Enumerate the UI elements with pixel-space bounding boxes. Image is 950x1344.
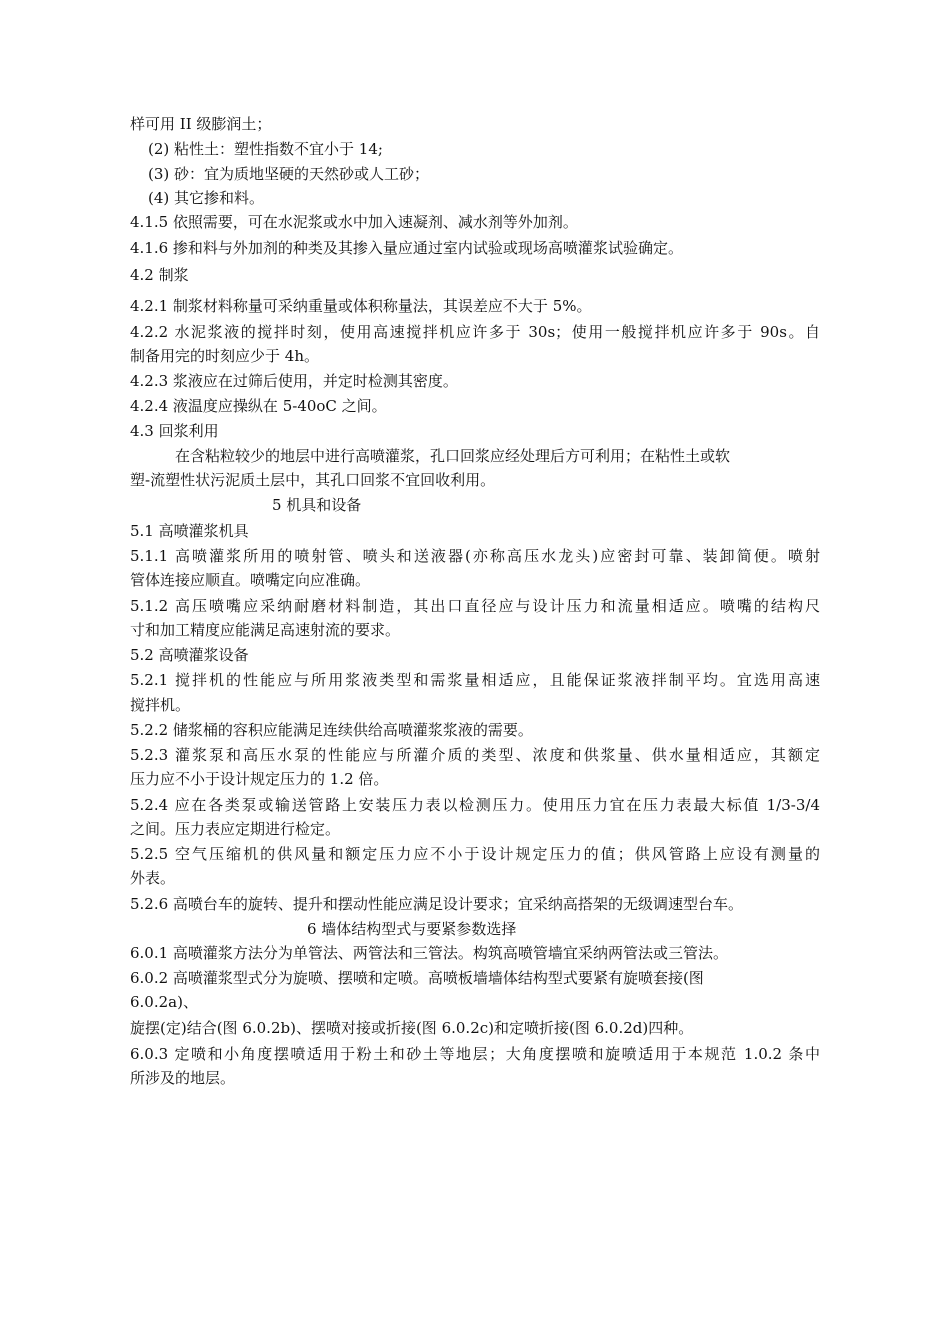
text-line: 寸和加工精度应能满足高速射流的要求。: [130, 621, 401, 639]
clause-4-2-1: 4.2.1 制浆材料称量可采纳重量或体积称量法，其误差应不大于 5%。: [130, 297, 592, 315]
list-item: (2) 粘性土：塑性指数不宜小于 14;: [148, 140, 383, 158]
text-line: 搅拌机。: [130, 696, 191, 714]
clause-5-1-2: 5.1.2 高压喷嘴应采纳耐磨材料制造，其出口直径应与设计压力和流量相适应。喷嘴的结构尺: [130, 597, 820, 615]
clause-6-0-3: 6.0.3 定喷和小角度摆喷适用于粉土和砂土等地层；大角度摆喷和旋喷适用于本规范 1.0.2 条中: [130, 1045, 820, 1063]
list-item: (3) 砂：宜为质地坚硬的天然砂或人工砂；: [148, 165, 430, 183]
chapter-heading: 6 墙体结构型式与要紧参数选择: [307, 920, 517, 938]
clause-4-1-6: 4.1.6 掺和料与外加剂的种类及其掺入量应通过室内试验或现场高喷灌浆试验确定。: [130, 239, 683, 257]
section-heading: 5.2 高喷灌浆设备: [130, 646, 249, 664]
clause-6-0-2: 6.0.2 高喷灌浆型式分为旋喷、摆喷和定喷。高喷板墙墙体结构型式要紧有旋喷套接(图: [130, 969, 704, 987]
paragraph-line: 塑-流塑性状污泥质土层中，其孔口回浆不宜回收利用。: [130, 471, 496, 489]
paragraph-line: 在含粘粒较少的地层中进行高喷灌浆，孔口回浆应经处理后方可利用；在粘性土或软: [175, 447, 731, 465]
text-line: 之间。压力表应定期进行检定。: [130, 820, 341, 838]
clause-6-0-1: 6.0.1 高喷灌浆方法分为单管法、两管法和三管法。构筑高喷管墙宜采纳两管法或三管法。: [130, 944, 728, 962]
clause-4-2-3: 4.2.3 浆液应在过筛后使用，并定时检测其密度。: [130, 372, 458, 390]
section-heading: 4.2 制浆: [130, 266, 189, 284]
list-item: (4) 其它掺和料。: [148, 189, 265, 207]
clause-5-2-1: 5.2.1 搅拌机的性能应与所用浆液类型和需浆量相适应，且能保证浆液拌制平均。宜选用高速: [130, 671, 820, 689]
text-line: 所涉及的地层。: [130, 1069, 236, 1087]
clause-5-2-6: 5.2.6 高喷台车的旋转、提升和摆动性能应满足设计要求；宜采纳高搭架的无级调速型台车。: [130, 895, 743, 913]
section-heading: 4.3 回浆利用: [130, 422, 219, 440]
clause-5-2-5: 5.2.5 空气压缩机的供风量和额定压力应不小于设计规定压力的值；供风管路上应设有测量的: [130, 845, 820, 863]
text-line: 6.0.2a)、: [130, 993, 198, 1011]
section-heading: 5.1 高喷灌浆机具: [130, 522, 249, 540]
text-line: 外表。: [130, 869, 176, 887]
chapter-heading: 5 机具和设备: [272, 496, 362, 514]
clause-5-2-4: 5.2.4 应在各类泵或输送管路上安装压力表以检测压力。使用压力宜在压力表最大标值 1/3-3/4: [130, 796, 820, 814]
clause-5-2-3: 5.2.3 灌浆泵和高压水泵的性能应与所灌介质的类型、浓度和供浆量、供水量相适应，其额定: [130, 746, 820, 764]
clause-4-2-2: 4.2.2 水泥浆液的搅拌时刻，使用高速搅拌机应许多于 30s；使用一般搅拌机应许多于 90s。自: [130, 323, 820, 341]
text-line: 管体连接应顺直。喷嘴定向应准确。: [130, 571, 371, 589]
text-line: 制备用完的时刻应少于 4h。: [130, 347, 319, 365]
clause-5-2-2: 5.2.2 储浆桶的容积应能满足连续供给高喷灌浆浆液的需要。: [130, 721, 533, 739]
text-line: 样可用 II 级膨润土；: [130, 115, 272, 133]
clause-5-1-1: 5.1.1 高喷灌浆所用的喷射管、喷头和送液器(亦称高压水龙头)应密封可靠、装卸简便。喷射: [130, 547, 820, 565]
text-line: 旋摆(定)结合(图 6.0.2b)、摆喷对接或折接(图 6.0.2c)和定喷折接(图 6.0.2d)四种。: [130, 1019, 694, 1037]
clause-4-1-5: 4.1.5 依照需要，可在水泥浆或水中加入速凝剂、减水剂等外加剂。: [130, 213, 578, 231]
text-line: 压力应不小于设计规定压力的 1.2 倍。: [130, 770, 389, 788]
clause-4-2-4: 4.2.4 液温度应操纵在 5-40oC 之间。: [130, 397, 387, 415]
